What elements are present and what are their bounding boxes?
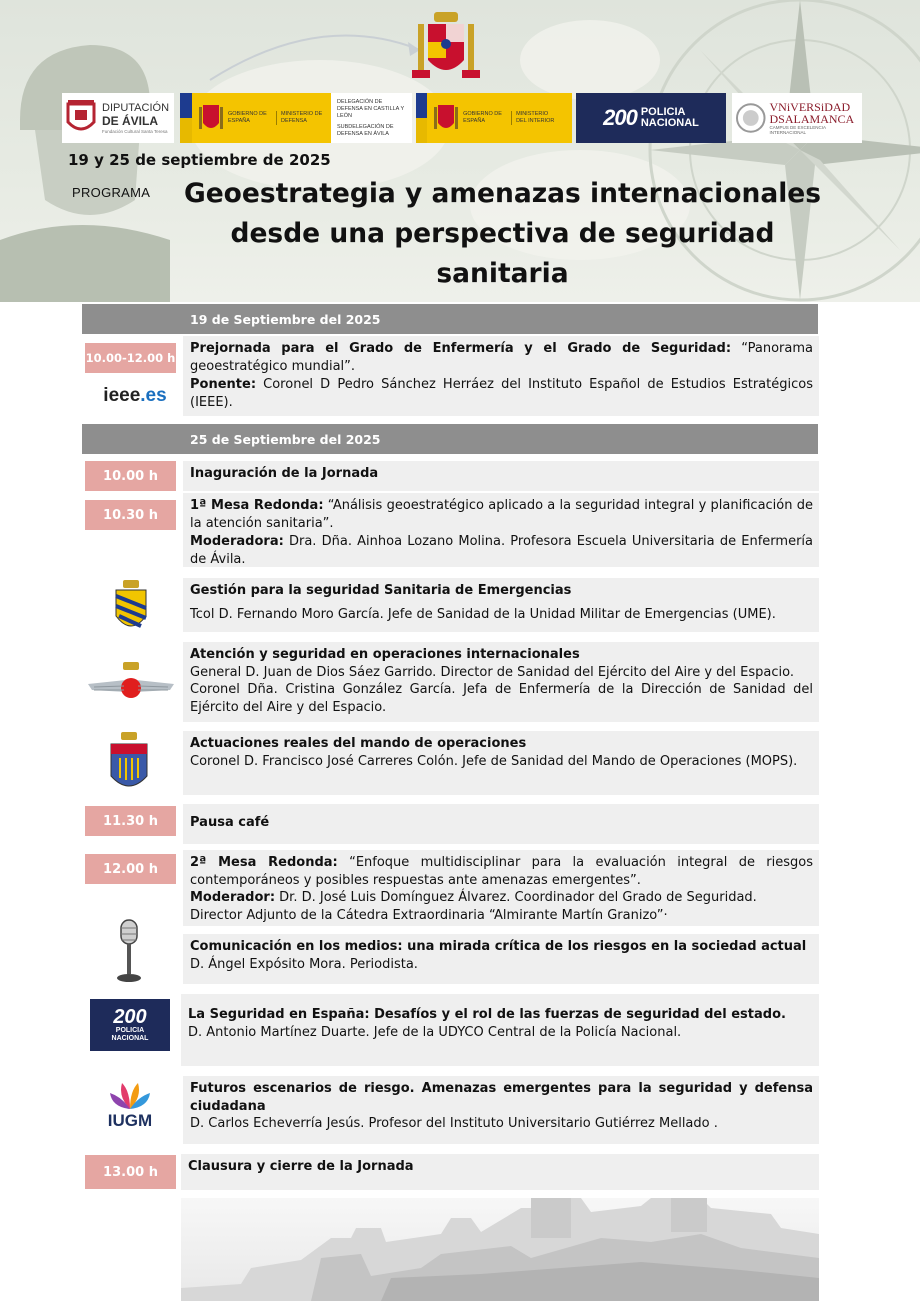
agenda-title: 2ª Mesa Redonda: [190, 855, 338, 870]
ieee-logo [95, 378, 175, 414]
policia-200-number: 200 [113, 1006, 147, 1028]
programa-label: PROGRAMA [72, 185, 151, 200]
avila-walls-illustration [181, 1198, 819, 1301]
day1-session [183, 336, 819, 416]
time-label: 13.00 h [103, 1164, 158, 1180]
gobierno-defensa-block [192, 93, 331, 143]
time-badge [85, 461, 176, 491]
gobierno-interior-block [427, 93, 572, 143]
agenda-text: Coronel Dña. Cristina González García. Jefa de Enfermería de la Dirección de Sanidad del Ejército del Aire y del Espacio. [190, 682, 813, 715]
policia-line1: POLICIA [115, 1027, 145, 1034]
ministerio-defensa-logo [180, 93, 412, 143]
policia-200-number: 200 [603, 105, 637, 130]
time-label: 12.00 h [103, 861, 158, 877]
agenda-item-futuros [183, 1076, 819, 1144]
city-wall-drawing [181, 1198, 819, 1301]
time-label: 10.00-12.00 h [85, 351, 176, 365]
agenda-item-mesa2 [183, 850, 819, 926]
ejercito-aire-wings-icon [86, 660, 176, 708]
time-label: 10.00 h [103, 468, 158, 484]
agenda-title: La Seguridad en España: Desafíos y el rol de las fuerzas de seguridad del estado. [188, 1007, 786, 1022]
salamanca-sub: CAMPUS DE EXCELENCIA INTERNACIONAL [769, 125, 826, 135]
agenda-title: Futuros escenarios de riesgo. Amenazas emergentes para la seguridad y defensa ciudadana [190, 1081, 813, 1114]
day2-heading: 25 de Septiembre del 2025 [190, 431, 381, 447]
event-dates: 19 y 25 de septiembre de 2025 [68, 151, 331, 169]
agenda-text: Tcol D. Fernando Moro García. Jefe de Sanidad de la Unidad Militar de Emergencias (UME). [190, 607, 776, 622]
ieee-logo-a: ieee [103, 385, 141, 406]
moderador-label: Moderador: [190, 890, 276, 905]
iugm-flower-icon [108, 1079, 152, 1111]
mops-shield-icon [108, 732, 150, 794]
agenda-text: D. Carlos Echeverría Jesús. Profesor del Instituto Universitario Gutiérrez Mellado . [190, 1116, 718, 1131]
policia-nacional-logo [576, 93, 726, 143]
diputacion-line2: DE ÁVILA [102, 113, 159, 128]
policia-line1: POLICIA [640, 106, 686, 118]
gobierno-label: GOBIERNO DE ESPAÑA [463, 111, 502, 124]
diputacion-sub: Fundación Cultural Santa Teresa [102, 128, 168, 134]
time-badge [85, 854, 176, 884]
header-banner [0, 0, 920, 302]
agenda-text: “Enfoque multidisciplinar para la evaluación integral de riesgos contemporáneos y posibles respuestas ante amenazas emergentes”. [190, 855, 813, 888]
coat-of-arms-small-icon [433, 101, 459, 135]
agenda-item-operaciones [183, 642, 819, 722]
agenda-text: D. Antonio Martínez Duarte. Jefe de la UDYCO Central de la Policía Nacional. [188, 1025, 682, 1040]
diputacion-shield-icon [66, 100, 96, 136]
spain-flag-bar [180, 93, 192, 143]
spain-coat-of-arms-icon [410, 10, 482, 86]
agenda-item-comunicacion [183, 934, 819, 984]
delegacion-label: DELEGACIÓN DE DEFENSA EN CASTILLA Y LEÓN [337, 98, 405, 119]
policia-nacional-logo [90, 999, 170, 1051]
day1-heading: 19 de Septiembre del 2025 [190, 311, 381, 327]
agenda-text: Coronel D. Francisco José Carreres Colón. Jefe de Sanidad del Mando de Operaciones (MOPS). [190, 754, 798, 769]
day2-heading-bar [82, 424, 818, 454]
agenda-text: D. Ángel Expósito Mora. Periodista. [190, 957, 418, 972]
agenda-title: Comunicación en los medios: una mirada crítica de los riesgos en la sociedad actual [190, 939, 807, 954]
ministerio-defensa-label: MINISTERIO DE DEFENSA [276, 111, 325, 125]
salamanca-line2: DSALAMANCA [769, 112, 855, 126]
diputacion-avila-logo [62, 93, 174, 143]
agenda-item-mesa1 [183, 493, 819, 567]
time-badge [85, 806, 176, 836]
subdelegacion-label: SUBDELEGACIÓN DE DEFENSA EN ÁVILA [337, 123, 394, 137]
agenda-item-seguridad-espana [181, 994, 819, 1066]
agenda-title: Inaguración de la Jornada [190, 466, 379, 481]
session-lead-text: “Panorama geoestratégico mundial”. [190, 341, 813, 374]
diputacion-line1: DIPUTACIÓN [102, 101, 170, 114]
agenda-item-clausura [181, 1154, 819, 1190]
page-title: Geoestrategia y amenazas internacionales desde una perspectiva de seguridad sanitaria [183, 178, 822, 289]
agenda-title: 1ª Mesa Redonda: [190, 498, 324, 513]
ponente-label: Ponente: [190, 377, 257, 392]
policia-line2: NACIONAL [111, 1035, 149, 1042]
moderador-text: Dr. D. José Luis Domínguez Álvarez. Coordinador del Grado de Seguridad. [275, 890, 757, 905]
agenda-title: Atención y seguridad en operaciones internacionales [190, 647, 580, 662]
time-label: 11.30 h [103, 813, 158, 829]
ume-shield-icon [113, 580, 149, 634]
agenda-title: Clausura y cierre de la Jornada [188, 1159, 414, 1174]
ministerio-interior-label: MINISTERIO DEL INTERIOR [511, 111, 560, 125]
agenda-text: “Análisis geoestratégico aplicado a la seguridad integral y planificación de la atención sanitaria”. [190, 498, 813, 531]
day1-heading-bar [82, 304, 818, 334]
time-badge [85, 1155, 176, 1189]
gobierno-label: GOBIERNO DE ESPAÑA [228, 111, 267, 124]
sponsor-logos [62, 93, 862, 145]
agenda-item-mops [183, 731, 819, 795]
ieee-logo-b: .es [140, 385, 167, 406]
moderadora-label: Moderadora: [190, 534, 284, 549]
agenda-text: General D. Juan de Dios Sáez Garrido. Director de Sanidad del Ejército del Aire y del Espacio. [190, 664, 794, 680]
microphone-icon [112, 918, 146, 986]
time-badge [85, 500, 176, 530]
universidad-salamanca-logo [732, 93, 862, 143]
coat-of-arms-small-icon [198, 101, 224, 135]
ponente-text: Coronel D Pedro Sánchez Herráez del Instituto Español de Estudios Estratégicos (IEEE). [190, 377, 813, 410]
moderador-text2: Director Adjunto de la Cátedra Extraordinaria “Almirante Martín Granizo”· [190, 907, 668, 923]
time-badge [85, 343, 176, 373]
agenda-title: Gestión para la seguridad Sanitaria de Emergencias [190, 583, 572, 598]
salamanca-seal-icon [736, 101, 766, 135]
salamanca-line1: VNiVERSiDAD [769, 100, 851, 114]
iugm-logo [96, 1076, 164, 1134]
agenda-item-inauguracion [183, 461, 819, 491]
agenda-title: Pausa café [190, 815, 270, 830]
time-label: 10.30 h [103, 507, 158, 523]
agenda-title: Actuaciones reales del mando de operaciones [190, 736, 527, 751]
policia-line2: NACIONAL [640, 117, 699, 129]
agenda-item-ume [183, 578, 819, 632]
moderadora-text: Dra. Dña. Ainhoa Lozano Molina. Profesora Escuela Universitaria de Enfermería de Ávila. [190, 534, 813, 567]
spain-flag-bar [416, 93, 427, 143]
agenda-item-pausa [183, 804, 819, 844]
ministerio-interior-logo [416, 93, 572, 143]
session-lead-bold: Prejornada para el Grado de Enfermería y el Grado de Seguridad: [190, 341, 732, 356]
iugm-text: IUGM [107, 1111, 153, 1130]
